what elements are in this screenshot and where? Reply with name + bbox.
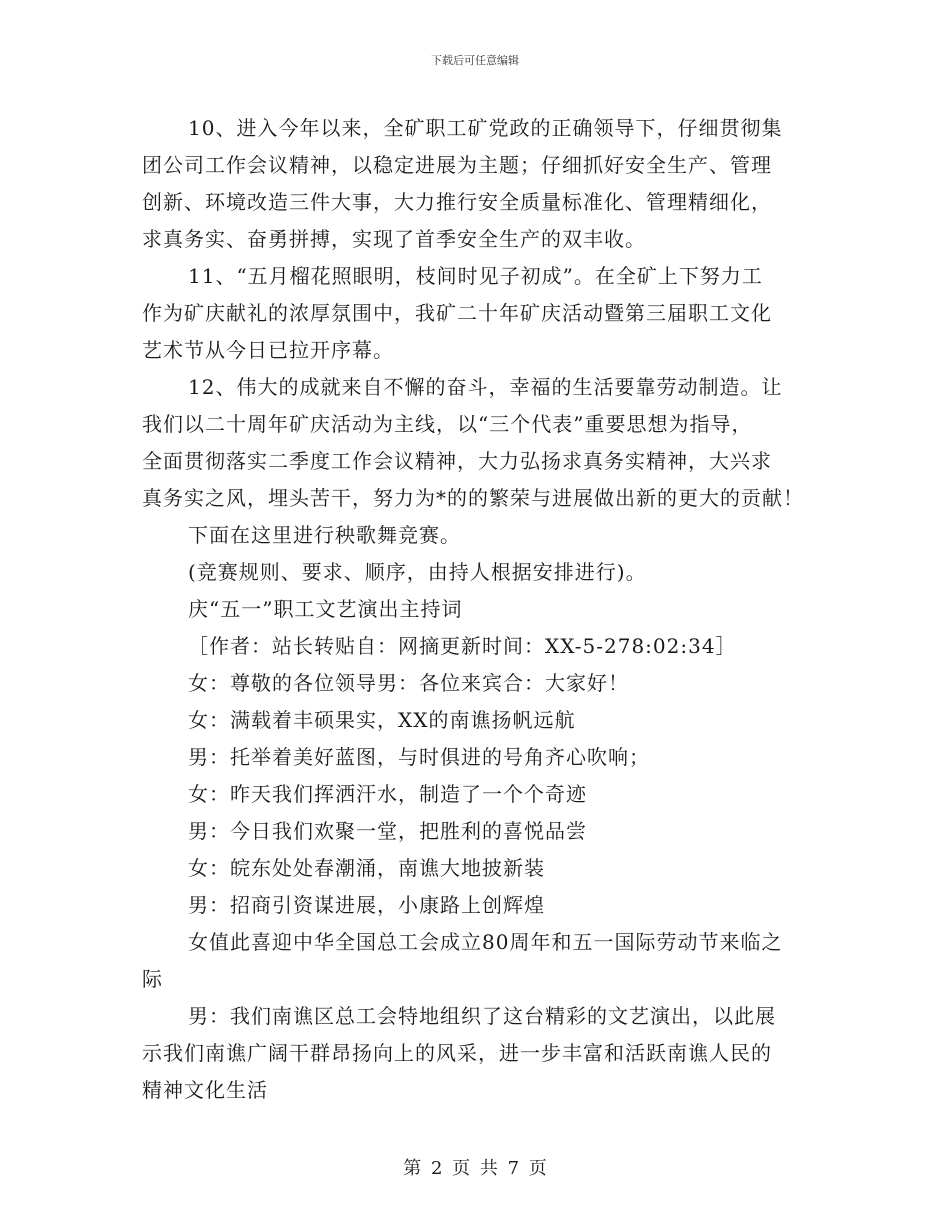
text-line: 女：昨天我们挥洒汗水，制造了一个个奇迹 bbox=[188, 782, 587, 806]
text-line: (竞赛规则、要求、顺序，由持人根据安排进行)。 bbox=[188, 560, 647, 584]
text-line: 12、伟大的成就来自不懈的奋斗，幸福的生活要靠劳动制造。让 bbox=[188, 375, 783, 399]
text-line: 精神文化生活 bbox=[142, 1078, 268, 1102]
text-line: 女：尊敬的各位领导男：各位来宾合：大家好！ bbox=[188, 671, 629, 695]
text-line: 真务实之风，埋头苦干，努力为*的的繁荣与进展做出新的更大的贡献！ bbox=[142, 486, 804, 510]
text-line: ［作者：站长转贴自：网摘更新时间：XX-5-278:02:34］ bbox=[188, 634, 737, 658]
text-line: 我们以二十周年矿庆活动为主线，以“三个代表”重要思想为指导， bbox=[142, 412, 753, 436]
text-line: 示我们南谯广阔干群昂扬向上的风采，进一步丰富和活跃南谯人民的 bbox=[142, 1041, 772, 1065]
text-line: 女：皖东处处春潮涌，南谯大地披新装 bbox=[188, 856, 545, 880]
text-line: 庆“五一”职工文艺演出主持词 bbox=[188, 597, 463, 621]
text-line: 女：满载着丰硕果实，XX的南谯扬帆远航 bbox=[188, 708, 576, 732]
text-line: 男：托举着美好蓝图，与时俱进的号角齐心吹响； bbox=[188, 745, 650, 769]
text-line: 创新、环境改造三件大事，大力推行安全质量标准化、管理精细化， bbox=[142, 190, 772, 214]
text-line: 艺术节从今日已拉开序幕。 bbox=[142, 338, 394, 362]
text-line: 求真务实、奋勇拼搏，实现了首季安全生产的双丰收。 bbox=[142, 227, 646, 251]
document-body bbox=[142, 110, 822, 1109]
page-footer: 第 2 页 共 7 页 bbox=[403, 1158, 547, 1179]
text-line: 11、“五月榴花照眼明，枝间时见子初成”。在全矿上下努力工 bbox=[188, 264, 763, 288]
text-line: 男：我们南谯区总工会特地组织了这台精彩的文艺演出，以此展 bbox=[188, 1004, 776, 1028]
page-header: 下载后可任意编辑 bbox=[431, 54, 519, 67]
text-line: 男：今日我们欢聚一堂，把胜利的喜悦品尝 bbox=[188, 819, 587, 843]
text-line: 女值此喜迎中华全国总工会成立80周年和五一国际劳动节来临之 bbox=[188, 930, 783, 954]
text-line: 10、进入今年以来，全矿职工矿党政的正确领导下，仔细贯彻集 bbox=[188, 116, 783, 140]
text-line: 男：招商引资谋进展，小康路上创辉煌 bbox=[188, 893, 545, 917]
text-line: 团公司工作会议精神，以稳定进展为主题；仔细抓好安全生产、管理 bbox=[142, 153, 772, 177]
text-line: 作为矿庆献礼的浓厚氛围中，我矿二十年矿庆活动暨第三届职工文化 bbox=[142, 301, 772, 325]
text-line: 下面在这里进行秧歌舞竞赛。 bbox=[188, 523, 461, 547]
text-line: 全面贯彻落实二季度工作会议精神，大力弘扬求真务实精神，大兴求 bbox=[142, 449, 772, 473]
text-line: 际 bbox=[142, 967, 163, 991]
